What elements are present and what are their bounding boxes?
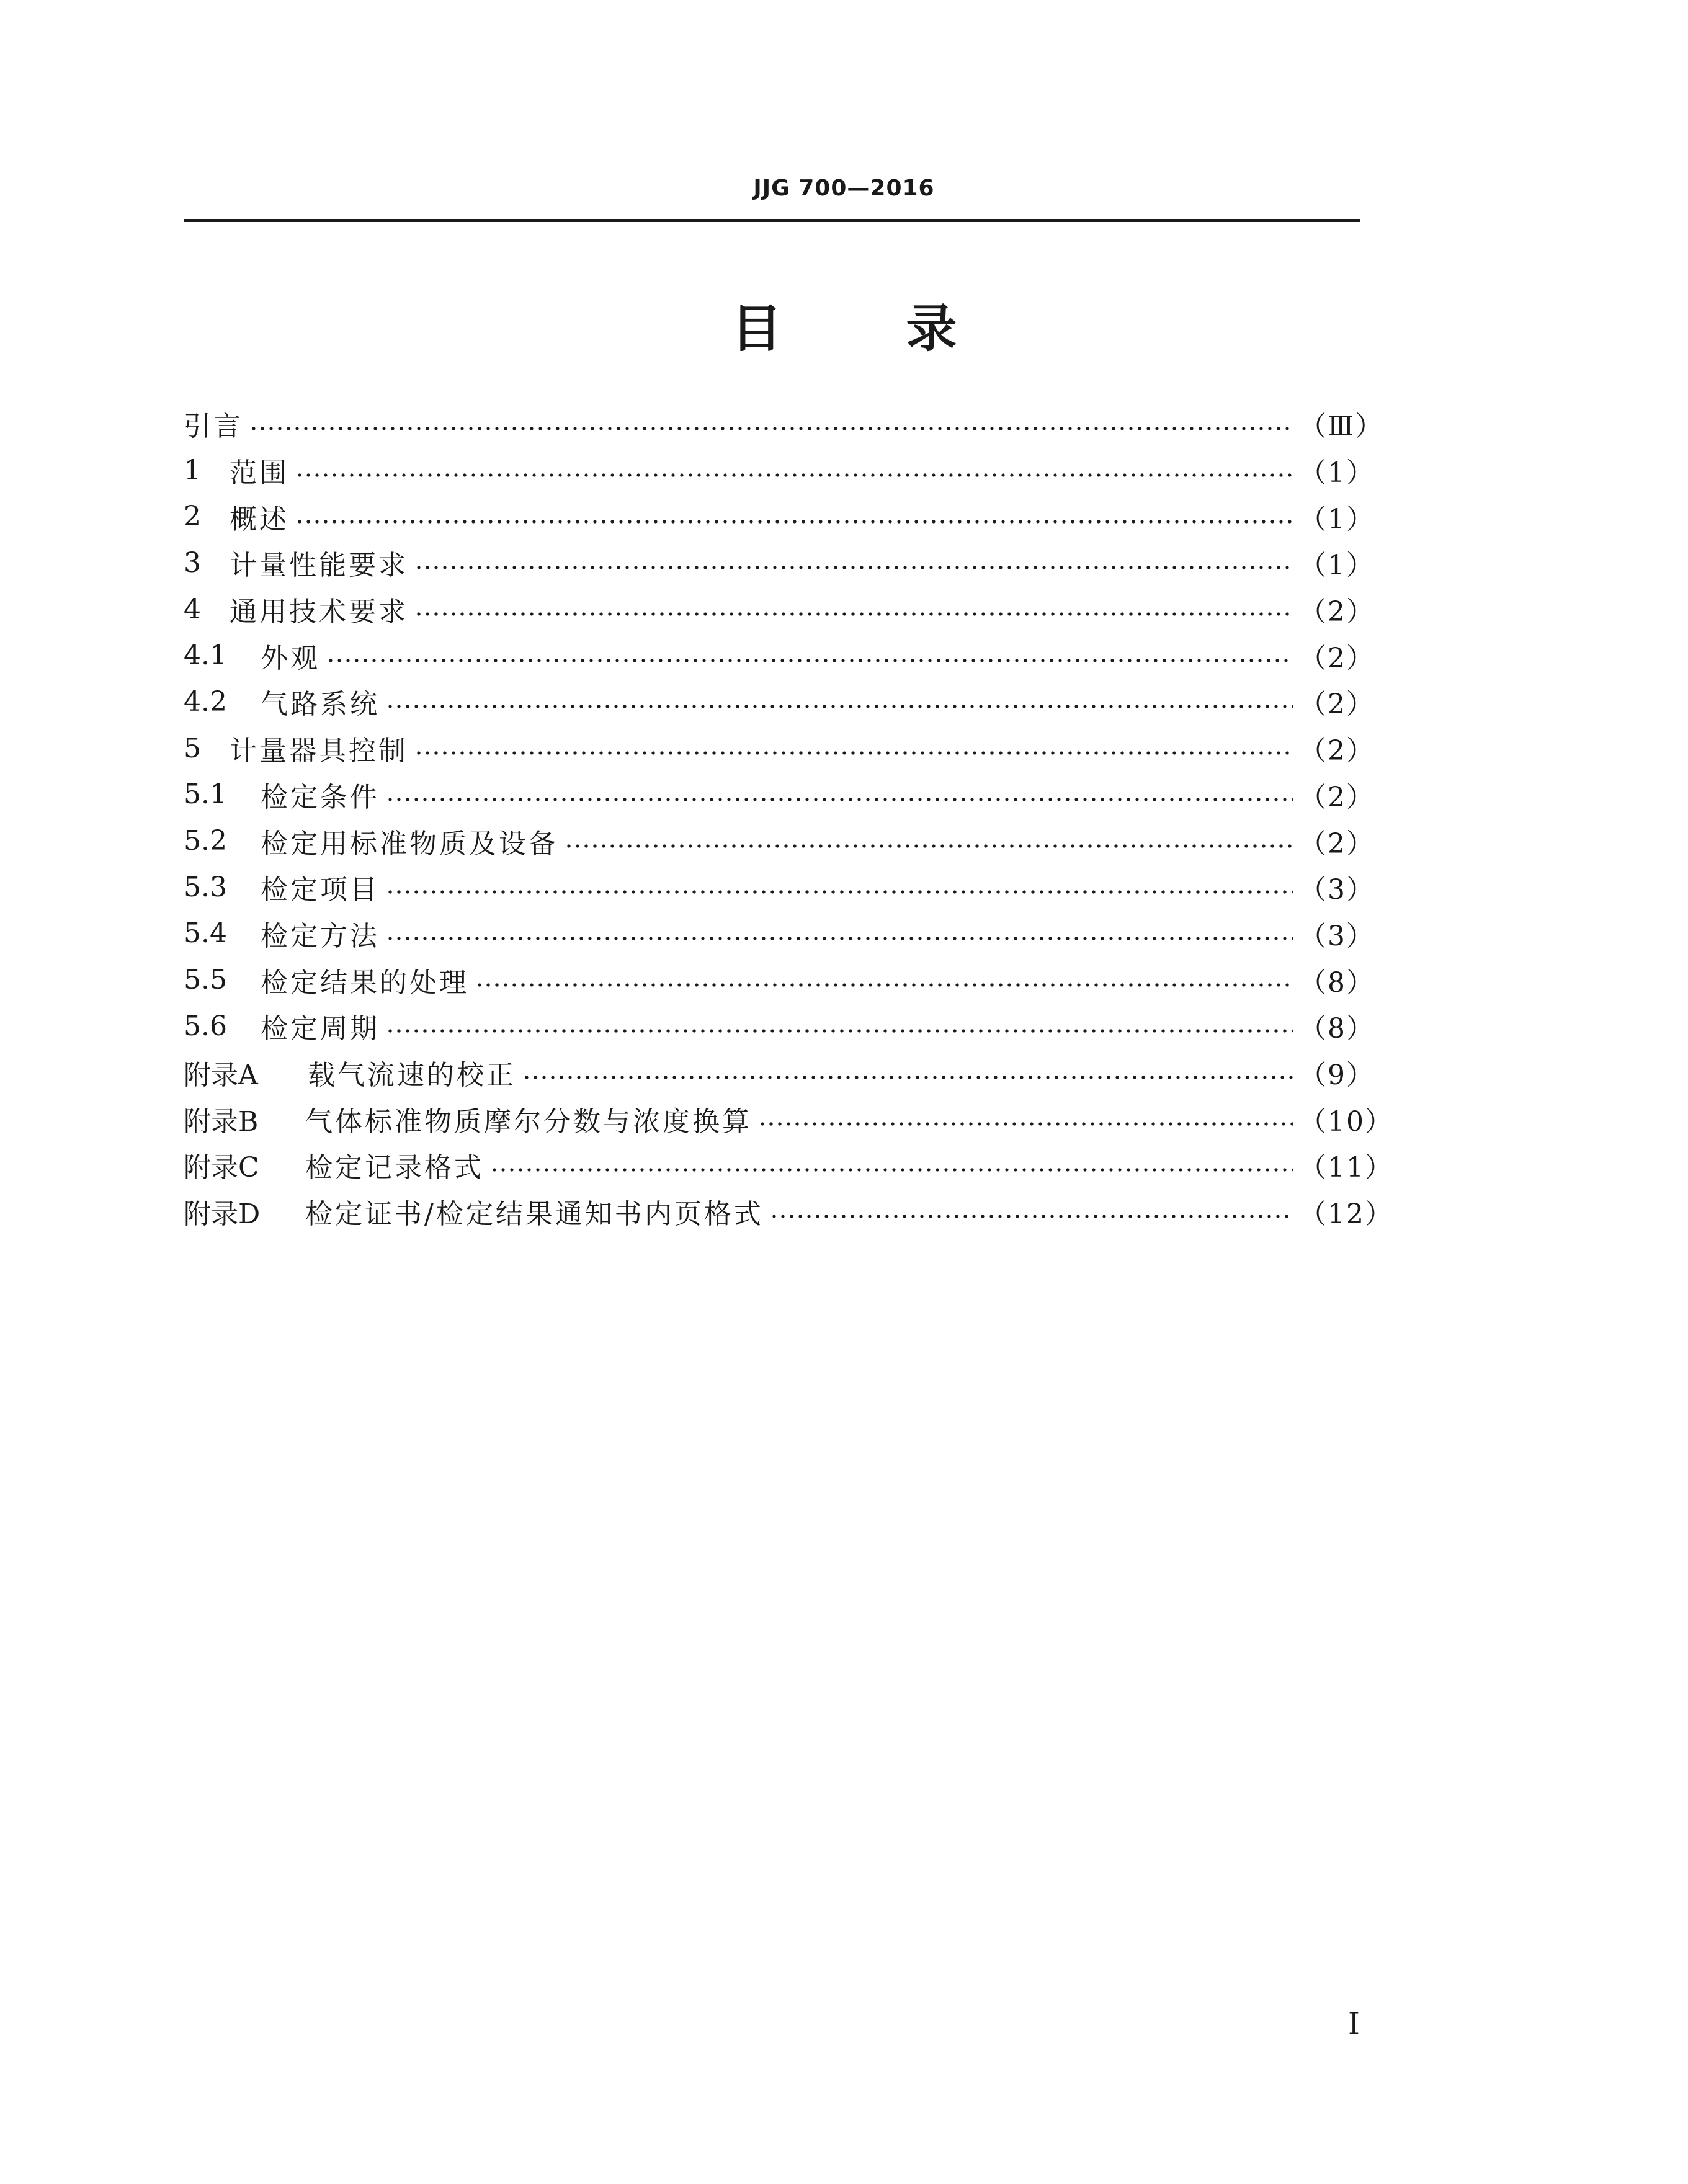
- page-number: I: [1348, 2007, 1360, 2041]
- toc-entry-4[interactable]: [184, 586, 1375, 633]
- toc-entry-page: （Ⅲ）: [1299, 411, 1384, 443]
- toc-entry-label: 检定项目: [261, 874, 380, 906]
- toc-entry-label: 概述: [230, 503, 289, 535]
- toc-entry-label: 外观: [261, 642, 320, 674]
- toc-entry-page: （10）: [1299, 1105, 1393, 1138]
- toc-entry-number: 5.3: [184, 871, 227, 903]
- toc-entry-page: （3）: [1299, 874, 1375, 906]
- toc-entry-page: （2）: [1299, 735, 1375, 767]
- toc-entry-label: 检定周期: [261, 1013, 380, 1045]
- dot-leader: [758, 1120, 1293, 1128]
- dot-leader: [295, 471, 1293, 479]
- dot-leader: [565, 842, 1293, 850]
- toc-entry-label: 检定方法: [261, 920, 380, 952]
- toc-entry-page: （2）: [1299, 827, 1375, 860]
- toc-entry-number: 2: [184, 501, 201, 533]
- dot-leader: [414, 749, 1293, 757]
- toc-list: [184, 401, 1393, 1234]
- toc-entry-number: 5: [184, 732, 201, 764]
- toc-entry-label: 气路系统: [261, 689, 380, 721]
- toc-entry-4-2[interactable]: [184, 679, 1375, 725]
- toc-entry-label: 检定用标准物质及设备: [261, 827, 558, 860]
- toc-entry-1[interactable]: [184, 447, 1375, 494]
- toc-entry-page: （12）: [1299, 1198, 1393, 1231]
- toc-entry-label: 检定条件: [261, 781, 380, 813]
- dot-leader: [386, 703, 1293, 710]
- toc-entry-number: 4: [184, 593, 201, 625]
- toc-entry-page: （11）: [1299, 1152, 1393, 1184]
- toc-entry-number: 1: [184, 454, 201, 486]
- toc-entry-number: 5.5: [184, 964, 227, 996]
- toc-entry-page: （2）: [1299, 642, 1375, 674]
- toc-title: [0, 290, 1688, 359]
- toc-entry-number: 4.2: [184, 685, 227, 718]
- dot-leader: [249, 425, 1293, 432]
- toc-entry-label: 范围: [230, 457, 289, 489]
- toc-entry-5-5[interactable]: [184, 956, 1375, 1003]
- toc-entry-number: 5.2: [184, 825, 227, 857]
- dot-leader: [386, 888, 1293, 896]
- toc-entry-page: （2）: [1299, 689, 1375, 721]
- toc-entry-label: 检定证书/检定结果通知书内页格式: [305, 1198, 764, 1231]
- toc-entry-page: （8）: [1299, 1013, 1375, 1045]
- toc-entry-label: 计量性能要求: [230, 550, 408, 582]
- toc-entry-5-1[interactable]: [184, 772, 1375, 818]
- toc-entry-appendix-b[interactable]: [184, 1095, 1393, 1142]
- toc-entry-5-2[interactable]: [184, 818, 1375, 864]
- toc-entry-page: （1）: [1299, 457, 1375, 489]
- dot-leader: [522, 1074, 1293, 1081]
- toc-entry-number: 5.6: [184, 1010, 227, 1042]
- standard-code-header: JJG 700—2016: [753, 176, 935, 201]
- toc-entry-label: 气体标准物质摩尔分数与浓度换算: [305, 1105, 752, 1138]
- dot-leader: [475, 981, 1293, 989]
- toc-entry-number: 5.4: [184, 917, 227, 950]
- toc-entry-5-4[interactable]: [184, 911, 1375, 957]
- dot-leader: [414, 564, 1293, 571]
- toc-entry-page: （9）: [1299, 1059, 1375, 1091]
- toc-entry-page: （1）: [1299, 550, 1375, 582]
- toc-entry-number: 附录B: [184, 1105, 259, 1138]
- toc-entry-5-6[interactable]: [184, 1003, 1375, 1050]
- header-divider: [184, 219, 1360, 222]
- toc-entry-appendix-c[interactable]: [184, 1142, 1393, 1188]
- toc-entry-number: 3: [184, 546, 201, 579]
- toc-entry-label: 载气流速的校正: [308, 1059, 516, 1091]
- toc-entry-page: （1）: [1299, 503, 1375, 535]
- toc-entry-appendix-d[interactable]: [184, 1188, 1393, 1235]
- toc-entry-4-1[interactable]: [184, 632, 1375, 679]
- toc-entry-label: 检定记录格式: [305, 1152, 484, 1184]
- toc-entry-5-3[interactable]: [184, 864, 1375, 911]
- toc-entry-number: 附录C: [184, 1152, 259, 1184]
- toc-entry-5[interactable]: [184, 725, 1375, 772]
- dot-leader: [770, 1213, 1293, 1220]
- dot-leader: [386, 1027, 1293, 1035]
- toc-entry-3[interactable]: [184, 540, 1375, 586]
- toc-entry-page: （2）: [1299, 781, 1375, 813]
- dot-leader: [386, 935, 1293, 942]
- toc-title-char-1: 目: [731, 299, 782, 359]
- toc-entry-number: 附录D: [184, 1198, 261, 1231]
- toc-entry-intro[interactable]: [184, 401, 1384, 447]
- toc-entry-label: 通用技术要求: [230, 596, 408, 628]
- toc-entry-number: 附录A: [184, 1059, 258, 1091]
- toc-entry-number: 4.1: [184, 640, 227, 672]
- dot-leader: [386, 796, 1293, 803]
- dot-leader: [414, 610, 1293, 618]
- dot-leader: [490, 1166, 1293, 1174]
- dot-leader: [326, 657, 1293, 664]
- toc-entry-label: 计量器具控制: [230, 735, 408, 767]
- toc-entry-2[interactable]: [184, 493, 1375, 540]
- toc-entry-number: 5.1: [184, 778, 227, 811]
- dot-leader: [295, 518, 1293, 525]
- toc-entry-label: 引言: [184, 411, 243, 443]
- toc-entry-page: （3）: [1299, 920, 1375, 952]
- toc-entry-page: （8）: [1299, 966, 1375, 999]
- toc-title-char-2: 录: [906, 299, 957, 359]
- toc-entry-appendix-a[interactable]: [184, 1050, 1375, 1096]
- toc-entry-label: 检定结果的处理: [261, 966, 469, 999]
- toc-entry-page: （2）: [1299, 596, 1375, 628]
